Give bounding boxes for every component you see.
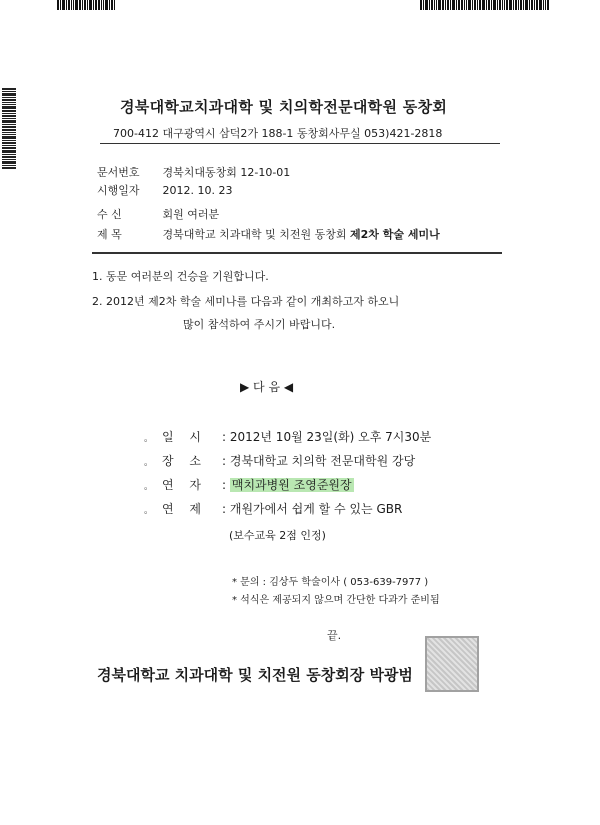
- barcode-bar: [84, 0, 86, 10]
- barcode-bar: [539, 0, 542, 10]
- barcode-bar: [87, 0, 88, 10]
- barcode-bar: [452, 0, 455, 10]
- barcode-bar: [2, 104, 16, 105]
- barcode-bar: [534, 0, 535, 10]
- barcode-bar: [62, 0, 65, 10]
- barcode-bar: [2, 93, 16, 96]
- speaker-value: 맥치과병원 조영준원장: [231, 478, 352, 492]
- left-barcode: [2, 88, 16, 170]
- barcode-bar: [98, 0, 100, 10]
- barcode-bar: [479, 0, 481, 10]
- top-right-barcode: [420, 0, 600, 10]
- end-mark: 끝.: [327, 629, 342, 642]
- divider-2: [92, 252, 502, 254]
- barcode-bar: [493, 0, 496, 10]
- barcode-bar: [2, 161, 16, 164]
- credit-note: (보수교육 2점 인정): [229, 529, 326, 542]
- detail-time: [144, 428, 431, 445]
- barcode-bar: [543, 0, 544, 10]
- recipient: 회원 여러분: [162, 208, 220, 221]
- barcode-bar: [2, 115, 16, 117]
- barcode-bar: [436, 0, 437, 10]
- barcode-bar: [103, 0, 104, 10]
- subject-bold: 제2차 학술 세미나: [350, 228, 440, 241]
- barcode-bar: [429, 0, 430, 10]
- barcode-bar: [2, 126, 16, 128]
- barcode-bar: [2, 129, 16, 131]
- divider: [100, 143, 500, 144]
- barcode-bar: [114, 0, 115, 10]
- barcode-bar: [520, 0, 522, 10]
- time-label: 일 시: [162, 430, 207, 444]
- barcode-bar: [2, 150, 16, 153]
- subject-row: [97, 226, 440, 242]
- barcode-bar: [466, 0, 467, 10]
- barcode-bar: [71, 0, 72, 10]
- barcode-bar: [456, 0, 457, 10]
- barcode-bar: [68, 0, 70, 10]
- barcode-bar: [60, 0, 61, 10]
- doc-number: 경북치대동창회 12-10-01: [162, 166, 291, 179]
- barcode-bar: [2, 147, 16, 149]
- barcode-bar: [2, 167, 16, 169]
- recipient-row: [97, 206, 219, 222]
- official-seal: [425, 636, 479, 692]
- barcode-bar: [2, 110, 16, 112]
- barcode-bar: [2, 134, 16, 135]
- barcode-bar: [491, 0, 492, 10]
- barcode-bar: [101, 0, 102, 10]
- barcode-bar: [66, 0, 67, 10]
- barcode-bar: [513, 0, 514, 10]
- barcode-bar: [472, 0, 473, 10]
- place-value: : 경북대학교 치의학 전문대학원 강당: [222, 454, 416, 468]
- barcode-bar: [105, 0, 108, 10]
- barcode-bar: [2, 145, 16, 146]
- place-label: 장 소: [162, 454, 207, 468]
- bullet: 。: [144, 434, 154, 444]
- detail-speaker: 。 연 자 : 맥치과병원 조영준원장: [144, 478, 352, 492]
- barcode-bar: [506, 0, 508, 10]
- barcode-bar: [518, 0, 519, 10]
- barcode-bar: [515, 0, 517, 10]
- org-address: 700-412 대구광역시 삼덕2가 188-1 동창회사무실 053)421-2818: [113, 127, 443, 140]
- barcode-bar: [2, 156, 16, 158]
- time-value: : 2012년 10월 23일(화) 오후 7시30분: [222, 430, 432, 444]
- barcode-bar: [2, 91, 16, 92]
- barcode-bar: [509, 0, 512, 10]
- barcode-bar: [547, 0, 549, 10]
- barcode-bar: [482, 0, 485, 10]
- topic-value: : 개원가에서 쉽게 할 수 있는 GBR: [222, 502, 403, 516]
- barcode-bar: [504, 0, 505, 10]
- inquiry-note: * 문의 : 김상두 학술이사 ( 053-639-7977 ): [232, 577, 429, 588]
- barcode-bar: [2, 124, 16, 125]
- barcode-bar: [2, 113, 16, 114]
- barcode-bar: [431, 0, 433, 10]
- barcode-bar: [2, 120, 16, 123]
- barcode-bar: [438, 0, 441, 10]
- barcode-bar: [442, 0, 444, 10]
- barcode-bar: [2, 132, 16, 133]
- section-heading: ▶ 다 음 ◀: [240, 380, 294, 394]
- speaker-label: 연 자: [162, 478, 207, 492]
- barcode-bar: [2, 118, 16, 119]
- barcode-bar: [73, 0, 74, 10]
- org-title: 경북대학교치과대학 및 치의학전문대학원 동창회: [120, 98, 448, 116]
- barcode-bar: [2, 159, 16, 160]
- topic-label: 연 제: [162, 502, 207, 516]
- barcode-bar: [79, 0, 81, 10]
- barcode-bar: [536, 0, 538, 10]
- barcode-bar: [82, 0, 83, 10]
- barcode-bar: [2, 165, 16, 166]
- barcode-bar: [423, 0, 424, 10]
- barcode-bar: [111, 0, 113, 10]
- barcode-bar: [474, 0, 476, 10]
- footer-signature: 경북대학교 치과대학 및 치전원 동창회장 박광범: [97, 666, 413, 684]
- barcode-bar: [545, 0, 546, 10]
- barcode-bar: [420, 0, 422, 10]
- subject-prefix: 경북대학교 치과대학 및 치전원 동창회: [162, 228, 350, 241]
- date-row: [97, 182, 232, 198]
- barcode-bar: [458, 0, 460, 10]
- subject: [163, 226, 440, 242]
- bullet: 。: [144, 482, 154, 492]
- barcode-bar: [497, 0, 498, 10]
- bullet: 。: [144, 506, 154, 516]
- barcode-bar: [450, 0, 451, 10]
- doc-number-label: 문서번호: [97, 166, 140, 179]
- barcode-bar: [523, 0, 524, 10]
- barcode-bar: [109, 0, 110, 10]
- barcode-bar: [2, 154, 16, 155]
- subject-label: 제 목: [97, 228, 122, 241]
- bullet: 。: [144, 458, 154, 468]
- barcode-bar: [2, 97, 16, 98]
- barcode-bar: [531, 0, 533, 10]
- barcode-bar: [2, 136, 16, 139]
- barcode-bar: [95, 0, 97, 10]
- detail-topic: [144, 500, 402, 517]
- body-line-1: 1. 동문 여러분의 건승을 기원합니다.: [92, 270, 269, 283]
- barcode-bar: [461, 0, 463, 10]
- barcode-bar: [529, 0, 530, 10]
- barcode-bar: [89, 0, 92, 10]
- body-line-2: 2. 2012년 제2차 학술 세미나를 다음과 같이 개최하고자 하오니: [92, 295, 400, 308]
- barcode-bar: [488, 0, 490, 10]
- barcode-bar: [93, 0, 94, 10]
- barcode-bar: [447, 0, 449, 10]
- barcode-bar: [75, 0, 78, 10]
- barcode-bar: [2, 99, 16, 101]
- recipient-label: 수 신: [97, 208, 122, 221]
- barcode-bar: [2, 102, 16, 103]
- barcode-bar: [445, 0, 446, 10]
- barcode-bar: [2, 142, 16, 144]
- date-label: 시행일자: [97, 184, 140, 197]
- barcode-bar: [525, 0, 528, 10]
- barcode-bar: [2, 88, 16, 90]
- body-line-3: 많이 참석하여 주시기 바랍니다.: [183, 318, 336, 331]
- date: 2012. 10. 23: [162, 184, 233, 197]
- detail-place: [144, 452, 415, 469]
- barcode-bar: [468, 0, 471, 10]
- barcode-bar: [477, 0, 478, 10]
- barcode-bar: [57, 0, 59, 10]
- barcode-bar: [2, 140, 16, 141]
- barcode-bar: [502, 0, 503, 10]
- barcode-bar: [486, 0, 487, 10]
- meal-note: * 석식은 제공되지 않으며 간단한 다과가 준비됨: [232, 595, 440, 606]
- barcode-bar: [434, 0, 435, 10]
- barcode-bar: [2, 106, 16, 109]
- barcode-bar: [425, 0, 428, 10]
- doc-number-row: [97, 164, 290, 180]
- barcode-bar: [499, 0, 501, 10]
- top-barcode: [57, 0, 137, 10]
- barcode-bar: [464, 0, 465, 10]
